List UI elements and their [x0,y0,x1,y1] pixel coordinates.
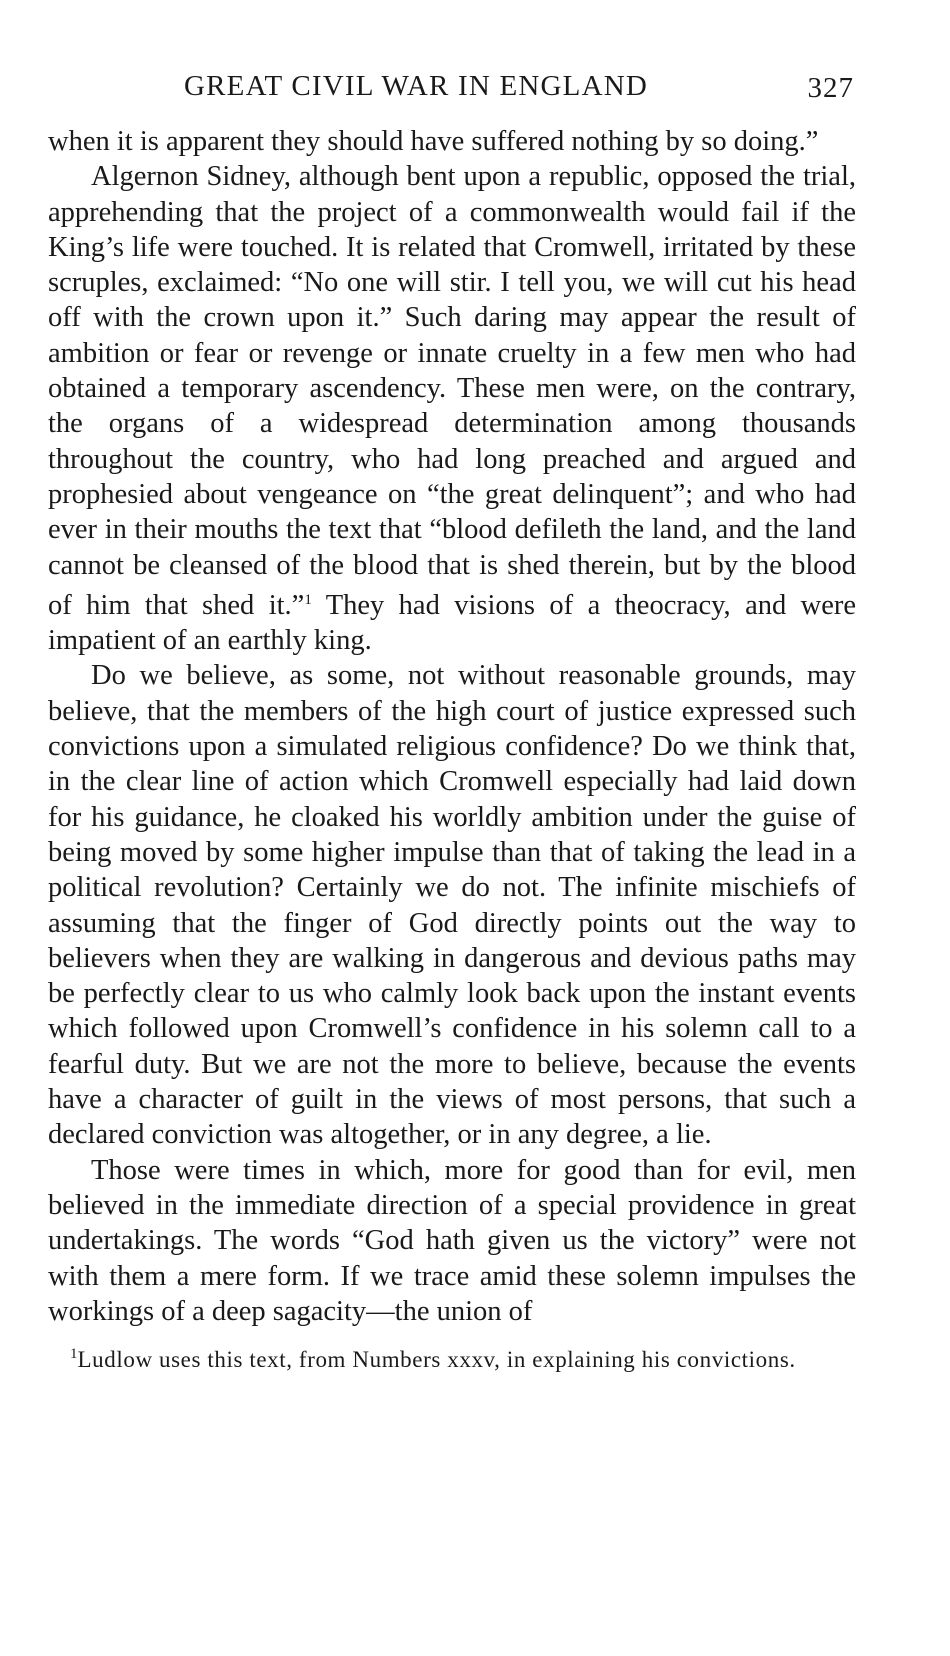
book-page [48,62,856,1375]
paragraph-sidney [48,159,856,658]
page-number: 327 [807,72,854,104]
body-text [48,124,856,1329]
paragraph-sidney-text: Algernon Sidney, although bent upon a republic, opposed the trial, apprehending that the project of a commonwealth would fail if the King’s life were touched. It is related that Cromwell, irritated by these scruples, exclaimed: “No one will stir. I tell you, we will cut his head off with the crown upon it.” Such daring may appear the result of ambition or fear or revenge or innate cruelty in a few men who had obtained a temporary ascendency. These men were, on the contrary, the organs of a widespread determination among thousands throughout the country, who had long preached and argued and prophesied about vengeance on “the great delinquent”; and who had ever in their mouths the text that “blood defileth the land, and the land cannot be cleansed of the blood that is shed therein, but by the blood of him that shed it.” [48,161,856,621]
running-title: GREAT CIVIL WAR IN ENGLAND [184,70,649,102]
paragraph-sidney-tail: They had visions of a theocracy, and were impatient of an earthly king. [48,589,856,657]
paragraph-continued: when it is apparent they should have suffered nothing by so doing.” [48,126,819,157]
footnote-text: Ludlow uses this text, from Numbers xxxv, in explaining his convictions. [77,1347,796,1373]
running-head [48,62,856,112]
footnote-marker: 1 [70,1346,78,1363]
footnote-reference: 1 [304,591,312,608]
paragraph-belief: Do we believe, as some, not without reasonable grounds, may believe, that the members of the high court of justice expressed such convictions upon a simulated religious confidence? Do we think that, in the clear line of action which Cromwell especially had laid down for his guidance, he cloaked his worldly ambition under the guise of being moved by some higher impulse than that of taking the lead in a political revolution? Certainly we do not. The infinite mischiefs of assuming that the finger of God directly points out the way to believers when they are walking in dangerous and devious paths may be perfectly clear to us who calmly look back upon the instant events which followed upon Cromwell’s confidence in his solemn call to a fearful duty. But we are not the more to believe, because the events have a character of guilt in the views of most persons, that such a declared conviction was altogether, or in any degree, a lie. [48,660,856,1151]
footnote [48,1339,856,1375]
paragraph-providence: Those were times in which, more for good than for evil, men believed in the immediate direction of a special providence in great undertakings. The words “God hath given us the victory” were not with them a mere form. If we trace amid these solemn impulses the workings of a deep sagacity—the union of [48,1154,856,1327]
